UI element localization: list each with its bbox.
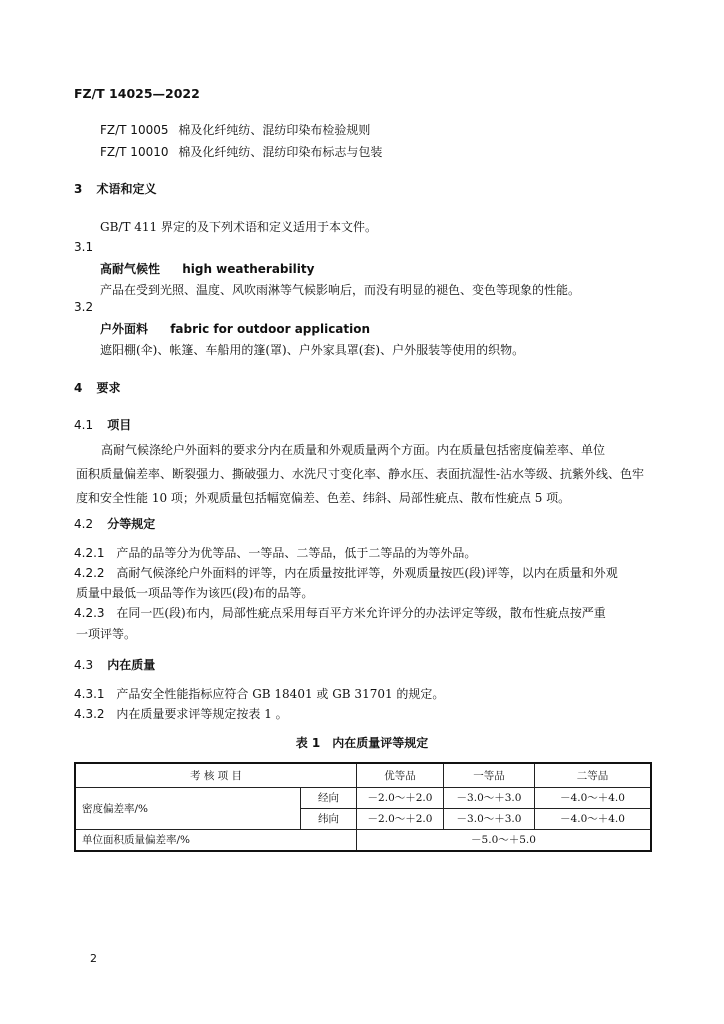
ref-code: FZ/T 10010: [100, 145, 169, 159]
page-number: 2: [90, 952, 97, 965]
clause-text: 在同一匹(段)布内，局部性疵点采用每百平方米允许评分的办法评定等级，散布性疵点按严重: [116, 606, 606, 620]
clause-text: 产品安全性能指标应符合 GB 18401 或 GB 31701 的规定。: [116, 687, 445, 701]
table-cell: －2.0～＋2.0: [357, 787, 444, 808]
clause-4-3-1: [74, 685, 444, 702]
paragraph-line: 度和安全性能 10 项；外观质量包括幅宽偏差、色差、纬斜、局部性疵点、散布性疵点 5 项。: [76, 491, 571, 505]
paragraph-line: 面积质量偏差率、断裂强力、撕破强力、水洗尺寸变化率、静水压、表面抗湿性-沾水等级、抗紫外线、色牢: [76, 467, 645, 481]
table-row: [75, 787, 651, 808]
table-cell: －3.0～＋3.0: [444, 787, 535, 808]
section-3-intro: GB/T 411 界定的及下列术语和定义适用于本文件。: [100, 220, 377, 234]
subsection-title: 项目: [107, 418, 132, 432]
clause-number: 4.2.2: [74, 566, 105, 580]
table-cell: －3.0～＋3.0: [444, 808, 535, 829]
ref-item: [100, 143, 382, 160]
header-grade-first: 一等品: [444, 763, 535, 787]
subsection-title: 分等规定: [107, 517, 156, 531]
ref-title: 棉及化纤纯纺、混纺印染布检验规则: [178, 123, 371, 137]
density-label: 密度偏差率/%: [75, 787, 301, 829]
table-cell: －2.0～＋2.0: [357, 808, 444, 829]
section-number: 3: [74, 182, 83, 196]
table-caption: 表 1 内在质量评等规定: [295, 736, 429, 750]
clause-text: 质量中最低一项品等作为该匹(段)布的品等。: [76, 586, 314, 600]
header-grade-superior: 优等品: [357, 763, 444, 787]
subsection-title: 内在质量: [107, 658, 156, 672]
quality-grading-table: [74, 762, 652, 852]
term-english: high weatherability: [182, 262, 315, 276]
term-definition: 遮阳棚(伞)、帐篷、车船用的篷(罩)、户外家具罩(套)、户外服装等使用的织物。: [100, 343, 525, 357]
ref-item: [100, 121, 370, 138]
subsection-number: 4.3: [74, 658, 94, 672]
table-cell: －5.0～＋5.0: [357, 829, 652, 851]
header-grade-second: 二等品: [535, 763, 652, 787]
table-row: [75, 829, 651, 851]
clause-4-2-1: [74, 544, 476, 561]
clause-number: 4.2.1: [74, 546, 105, 560]
section-title: 术语和定义: [96, 182, 157, 196]
term-number: 3.1: [74, 240, 94, 254]
clause-number: 4.2.3: [74, 606, 105, 620]
clause-4-2-2: [74, 564, 618, 581]
term-name: 高耐气候性: [100, 262, 161, 276]
section-title: 要求: [96, 381, 121, 395]
clause-4-2-3: [74, 604, 606, 621]
clause-text: 高耐气候涤纶户外面料的评等，内在质量按批评等，外观质量按匹(段)评等，以内在质量和外观: [116, 566, 618, 580]
term-heading: [100, 320, 370, 337]
subsection-4-1-body: [76, 438, 656, 510]
subsection-4-1-heading: [74, 416, 131, 433]
subsection-number: 4.1: [74, 418, 94, 432]
table-header-row: [75, 763, 651, 787]
section-4-heading: [74, 379, 121, 396]
section-3-heading: [74, 180, 157, 197]
subsection-4-2-heading: [74, 515, 155, 532]
clause-text: 内在质量要求评等规定按表 1 。: [116, 707, 288, 721]
term-name: 户外面料: [100, 322, 149, 336]
section-number: 4: [74, 381, 83, 395]
paragraph-line: 高耐气候涤纶户外面料的要求分内在质量和外观质量两个方面。内在质量包括密度偏差率、单位: [101, 443, 606, 457]
document-header: FZ/T 14025—2022: [74, 86, 200, 101]
header-item: 考 核 项 目: [75, 763, 357, 787]
ref-code: FZ/T 10005: [100, 123, 169, 137]
clause-number: 4.3.1: [74, 687, 105, 701]
density-sub-label: 纬向: [301, 808, 357, 829]
term-heading: [100, 260, 314, 277]
table-cell: －4.0～＋4.0: [535, 787, 652, 808]
clause-text: 一项评等。: [76, 627, 137, 641]
mass-label: 单位面积质量偏差率/%: [75, 829, 357, 851]
subsection-4-3-heading: [74, 656, 155, 673]
subsection-number: 4.2: [74, 517, 94, 531]
clause-number: 4.3.2: [74, 707, 105, 721]
clause-text: 产品的品等分为优等品、一等品、二等品，低于二等品的为等外品。: [116, 546, 477, 560]
term-english: fabric for outdoor application: [170, 322, 371, 336]
table-cell: －4.0～＋4.0: [535, 808, 652, 829]
clause-4-3-2: [74, 705, 288, 722]
ref-title: 棉及化纤纯纺、混纺印染布标志与包装: [178, 145, 383, 159]
density-sub-label: 经向: [301, 787, 357, 808]
term-number: 3.2: [74, 300, 94, 314]
term-definition: 产品在受到光照、温度、风吹雨淋等气候影响后，而没有明显的褪色、变色等现象的性能。: [100, 283, 581, 297]
